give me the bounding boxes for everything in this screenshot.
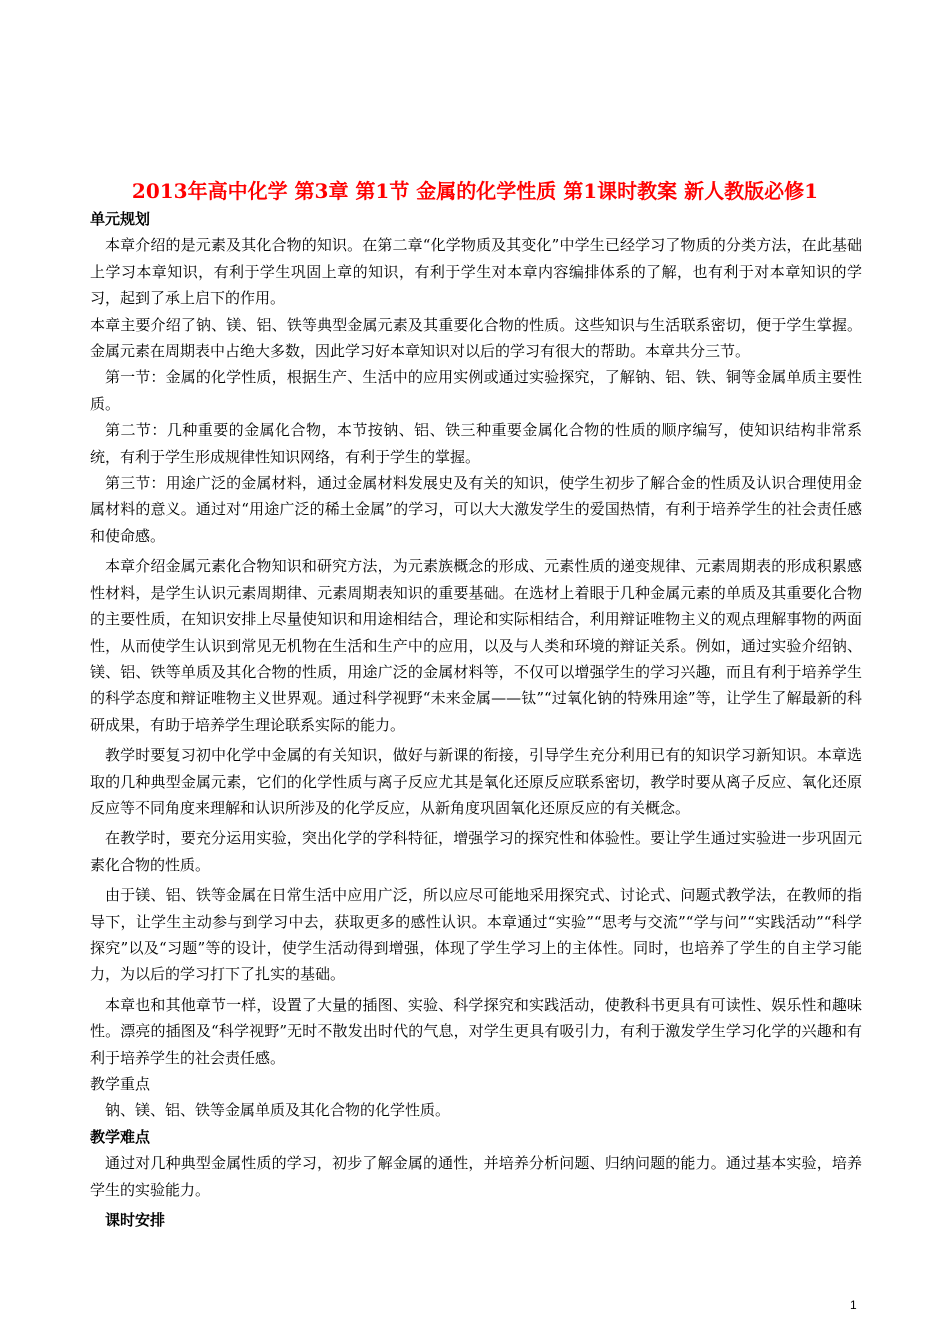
paragraph-section-2: 第二节：几种重要的金属化合物，本节按钠、铝、铁三种重要金属化合物的性质的顺序编写，使知识结构非常系统，有利于学生形成规律性知识网络，有利于学生的掌握。 (90, 421, 862, 466)
paragraph-section-1: 第一节：金属的化学性质，根据生产、生活中的应用实例或通过实验探究，了解钠、铝、铁、铜等金属单质主要性质。 (90, 368, 862, 413)
page-number: 1 (850, 1298, 857, 1312)
teaching-key-text: 钠、镁、铝、铁等金属单质及其化合物的化学性质。 (105, 1101, 451, 1120)
paragraph-teaching-methods: 由于镁、铝、铁等金属在日常生活中应用广泛，所以应尽可能地采用探究式、讨论式、问题式教学法，在教师的指导下，让学生主动参与到学习中去，获取更多的感性认识。本章通过“实验”“思考与交流”“学与问”“实践活动”“科学探究”以及“习题”等的设计，使学生活动得到增强，体现了学生学习上的主体性。同时，也培养了学生的自主学习能力，为以后的学习打下了扎实的基础。 (90, 886, 862, 984)
unit-planning-heading: 单元规划 (90, 210, 151, 228)
teaching-key-heading: 教学重点 (90, 1075, 151, 1093)
class-schedule-heading: 课时安排 (105, 1211, 166, 1230)
teaching-difficulty-text: 通过对几种典型金属性质的学习，初步了解金属的通性，并培养分析问题、归纳问题的能力。通过基本实验，培养学生的实验能力。 (90, 1154, 862, 1199)
paragraph-chapter-overview: 本章主要介绍了钠、镁、铝、铁等典型金属元素及其重要化合物的性质。这些知识与生活联系密切，便于学生掌握。金属元素在周期表中占绝大多数，因此学习好本章知识对以后的学习有很大的帮助。本章共分三节。 (90, 315, 862, 361)
document-title: 2013年高中化学 第3章 第1节 金属的化学性质 第1课时教案 新人教版必修1 (131, 179, 819, 203)
paragraph-section-3: 第三节：用途广泛的金属材料，通过金属材料发展史及有关的知识，使学生初步了解合金的性质及认识合理使用金属材料的意义。通过对“用途广泛的稀土金属”的学习，可以大大激发学生的爱国热情，有利于培养学生的社会责任感和使命感。 (90, 474, 862, 545)
paragraph-teaching-review: 教学时要复习初中化学中金属的有关知识，做好与新课的衔接，引导学生充分利用已有的知识学习新知识。本章选取的几种典型金属元素，它们的化学性质与离子反应尤其是氧化还原反应联系密切，教学时要从离子反应、氧化还原反应等不同角度来理解和认识所涉及的化学反应，从新角度巩固氧化还原反应的有关概念。 (90, 746, 862, 817)
paragraph-experiments: 在教学时，要充分运用实验，突出化学的学科特征，增强学习的探究性和体验性。要让学生通过实验进一步巩固元素化合物的性质。 (90, 829, 862, 874)
document-body (90, 206, 862, 1233)
paragraph-illustrations: 本章也和其他章节一样，设置了大量的插图、实验、科学探究和实践活动，使教科书更具有可读性、娱乐性和趣味性。漂亮的插图及“科学视野”无时不散发出时代的气息，对学生更具有吸引力，有利于激发学生学习化学的兴趣和有利于培养学生的社会责任感。 (90, 995, 862, 1067)
teaching-difficulty-heading: 教学难点 (90, 1127, 151, 1146)
paragraph-research-methods: 本章介绍金属元素化合物知识和研究方法，为元素族概念的形成、元素性质的递变规律、元素周期表的形成积累感性材料，是学生认识元素周期律、元素周期表知识的重要基础。在选材上着眼于几种金属元素的单质及其重要化合物的主要性质，在知识安排上尽量使知识和用途相结合，理论和实际相结合，利用辩证唯物主义的观点理解事物的两面性，从而使学生认识到常见无机物在生活和生产中的应用，以及与人类和环境的辩证关系。例如，通过实验介绍钠、镁、铝、铁等单质及其化合物的性质，用途广泛的金属材料等，不仅可以增强学生的学习兴趣，而且有利于培养学生的科学态度和辩证唯物主义世界观。通过科学视野“未来金属——钛”“过氧化钠的特殊用途”等，让学生了解最新的科研成果，有助于培养学生理论联系实际的能力。 (90, 557, 862, 734)
paragraph-intro: 本章介绍的是元素及其化合物的知识。在第二章“化学物质及其变化”中学生已经学习了物质的分类方法，在此基础上学习本章知识，有利于学生巩固上章的知识，有利于学生对本章内容编排体系的了解，也有利于对本章知识的学习，起到了承上启下的作用。 (90, 236, 862, 308)
